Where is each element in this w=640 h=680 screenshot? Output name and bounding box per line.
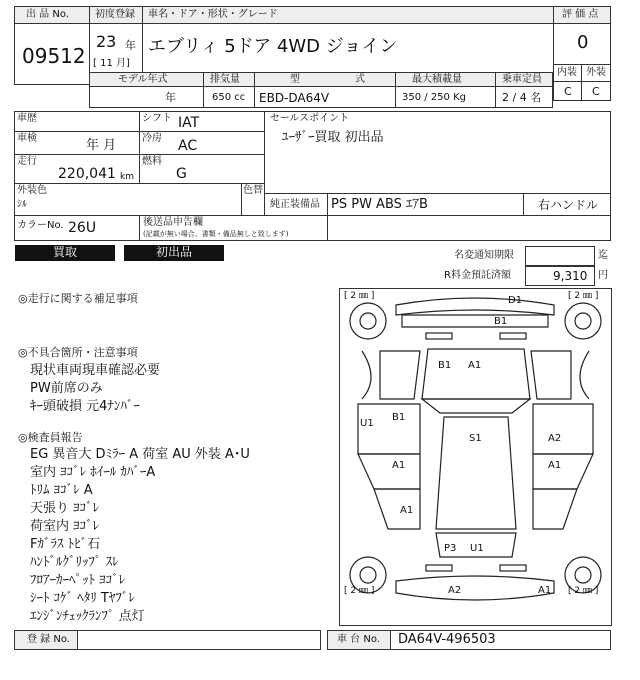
color-change-label: 色替	[243, 185, 263, 196]
chassis-value: DA64V-496503	[398, 632, 496, 647]
mileage-label: 走行	[17, 156, 37, 167]
ext-color-cell	[14, 183, 242, 216]
lot-label: 出 品 No.	[26, 9, 69, 20]
aftermarket-note: (記載が無い場合、書類・備品無しと致します)	[143, 230, 289, 238]
first-reg-year-unit: 年	[125, 39, 136, 52]
reg-label: 登 録 No.	[27, 634, 70, 645]
max-load-value: 350 / 250 Kg	[402, 92, 466, 103]
equipment-value: PS PW ABS ｴｱB	[331, 197, 428, 212]
inspection-value: 年 月	[86, 138, 117, 153]
sales-point-label: セールスポイント	[270, 113, 350, 124]
fee-unit: 円	[598, 270, 608, 281]
mark-rear-a2: A2	[448, 585, 462, 596]
inspector-line: Fｶﾞﾗｽ ﾄﾋﾞ石	[30, 537, 101, 552]
tire-depth-tl: [ 2 ㎜ ]	[344, 291, 375, 301]
color-no-value: 26U	[68, 220, 97, 236]
windshield	[422, 399, 530, 413]
car-name-label: 車名・ドア・形状・グレード	[148, 9, 278, 20]
mark-rear-a1: A1	[538, 585, 552, 596]
exterior-label: 外装	[586, 67, 606, 78]
max-load-label: 最大積載量	[412, 74, 462, 85]
lot-number: 09512	[22, 44, 86, 68]
tire-depth-tr: [ 2 ㎜ ]	[568, 291, 599, 301]
mark-back-p3: P3	[444, 543, 457, 554]
shift-value: IAT	[178, 115, 200, 131]
car-diagram-frame	[339, 288, 612, 626]
history-label: 車歴	[17, 113, 37, 124]
driving-notes-title: ◎走行に関する補足事項	[18, 292, 138, 305]
ac-value: AC	[178, 138, 198, 154]
inspector-line: ｼｰﾄ ｺｹﾞ ﾍﾀﾘ Tﾔﾌﾞﾚ	[30, 591, 135, 606]
mark-roof-s1: S1	[469, 433, 482, 444]
chassis-label: 車 台 No.	[337, 634, 380, 645]
displacement-value: 650 cc	[212, 92, 246, 103]
mark-front-bumper: D1	[508, 295, 523, 306]
inspector-line: EG 異音大 Dﾐﾗｰ A 荷室 AU 外装 A･U	[30, 447, 250, 462]
first-reg-year: 23	[96, 32, 117, 51]
tire-depth-br: [ 2 ㎜ ]	[568, 586, 599, 596]
aftermarket-label: 後送品申告欄	[143, 217, 203, 228]
inspector-line: 天張り ﾖｺﾞﾚ	[30, 501, 100, 516]
first-reg-label: 初度登録	[95, 9, 135, 20]
interior-label: 内装	[557, 67, 577, 78]
inspector-title: ◎検査員報告	[18, 431, 83, 444]
right-rear-quarter	[533, 489, 577, 529]
fuel-label: 燃料	[142, 156, 162, 167]
recall-unit: 迄	[598, 250, 608, 261]
mark-hood-b1: B1	[438, 360, 452, 371]
mark-left-door-b1: B1	[392, 412, 406, 423]
displacement-label: 排気量	[210, 74, 240, 85]
aftermarket-value-cell	[327, 215, 611, 241]
mark-left-door-u1: U1	[360, 418, 374, 429]
ext-color-value: ｼﾙ	[17, 199, 27, 210]
mark-hood-a1: A1	[468, 360, 482, 371]
fee-label: R料金預託済額	[444, 270, 511, 281]
defect-line: ｷｰ頭破損 元4ﾅﾝﾊﾞｰ	[30, 399, 140, 414]
capacity-value: 2 / 4 名	[502, 91, 542, 104]
mileage-value: 220,041	[58, 166, 116, 182]
score-label: 評 価 点	[562, 9, 599, 20]
front-bumper	[396, 298, 554, 315]
mark-front-panel: B1	[494, 316, 508, 327]
type-label: 型	[290, 74, 300, 85]
left-front-door	[358, 404, 420, 454]
tire-front-right	[565, 303, 601, 339]
inspector-line: ﾊﾝﾄﾞﾙｸﾞﾘｯﾌﾟ ｽﾚ	[30, 555, 119, 570]
inspector-line: ﾄﾘﾑ ﾖｺﾞﾚ A	[30, 483, 93, 498]
hood	[422, 349, 530, 399]
model-year-value: 年	[165, 91, 176, 104]
inspector-line: 室内 ﾖｺﾞﾚ ﾎｲｰﾙ ｶﾊﾞｰA	[30, 465, 156, 480]
type-label-2: 式	[355, 74, 365, 85]
rear-bumper	[396, 576, 554, 600]
left-rear-door	[358, 454, 420, 489]
sales-point-value: ﾕｰｻﾞｰ買取 初出品	[282, 130, 384, 145]
car-name: エブリィ 5ドア 4WD ジョイン	[148, 36, 398, 57]
ac-label: 冷房	[142, 133, 162, 144]
tag-first-listing: 初出品	[124, 245, 224, 261]
reg-value-cell	[77, 630, 321, 650]
tire-front-left	[350, 303, 386, 339]
type-value: EBD-DA64V	[259, 91, 330, 105]
defect-line: PW前席のみ	[30, 381, 103, 396]
color-no-label: カラーNo.	[17, 220, 64, 231]
defects-title: ◎不具合箇所・注意事項	[18, 346, 138, 359]
inspector-line: ﾌﾛｱｰｶｰﾍﾟｯﾄ ﾖｺﾞﾚ	[30, 573, 126, 588]
inspector-line: ｴﾝｼﾞﾝﾁｪｯｸﾗﾝﾌﾟ 点灯	[30, 609, 145, 624]
handle-value: 右ハンドル	[538, 198, 599, 212]
mileage-unit: km	[120, 172, 134, 182]
defect-line: 現状車両現車確認必要	[30, 363, 161, 378]
right-rear-door	[533, 454, 593, 489]
fuel-value: G	[176, 166, 187, 182]
mark-right-rear-a1: A1	[548, 460, 562, 471]
recall-value-cell	[525, 246, 595, 266]
front-panel	[402, 315, 548, 327]
recall-label: 名変通知期限	[454, 250, 514, 261]
right-front-door	[533, 404, 593, 454]
mark-left-door-a1: A1	[392, 460, 406, 471]
first-reg-month: [ 11 月]	[93, 58, 130, 69]
fee-value: 9,310	[553, 269, 588, 283]
mark-back-u1: U1	[470, 543, 484, 554]
model-year-label: モデル年式	[118, 74, 168, 85]
interior-grade: C	[564, 85, 572, 98]
score-value: 0	[577, 32, 589, 53]
mark-right-door-a2: A2	[548, 433, 562, 444]
shift-label: シフト	[142, 113, 172, 124]
left-front-fender	[380, 351, 420, 399]
inspection-label: 車検	[17, 133, 37, 144]
tire-depth-bl: [ 2 ㎜ ]	[344, 586, 375, 596]
car-diagram	[340, 289, 611, 625]
ext-color-label: 外装色	[17, 185, 47, 196]
right-front-fender	[531, 351, 571, 399]
equipment-label: 純正装備品	[270, 199, 320, 210]
tag-kaitori: 買取	[15, 245, 115, 261]
capacity-label: 乗車定員	[502, 74, 542, 85]
inspector-line: 荷室内 ﾖｺﾞﾚ	[30, 519, 100, 534]
exterior-grade: C	[592, 85, 600, 98]
mark-left-rear-a1: A1	[400, 505, 414, 516]
